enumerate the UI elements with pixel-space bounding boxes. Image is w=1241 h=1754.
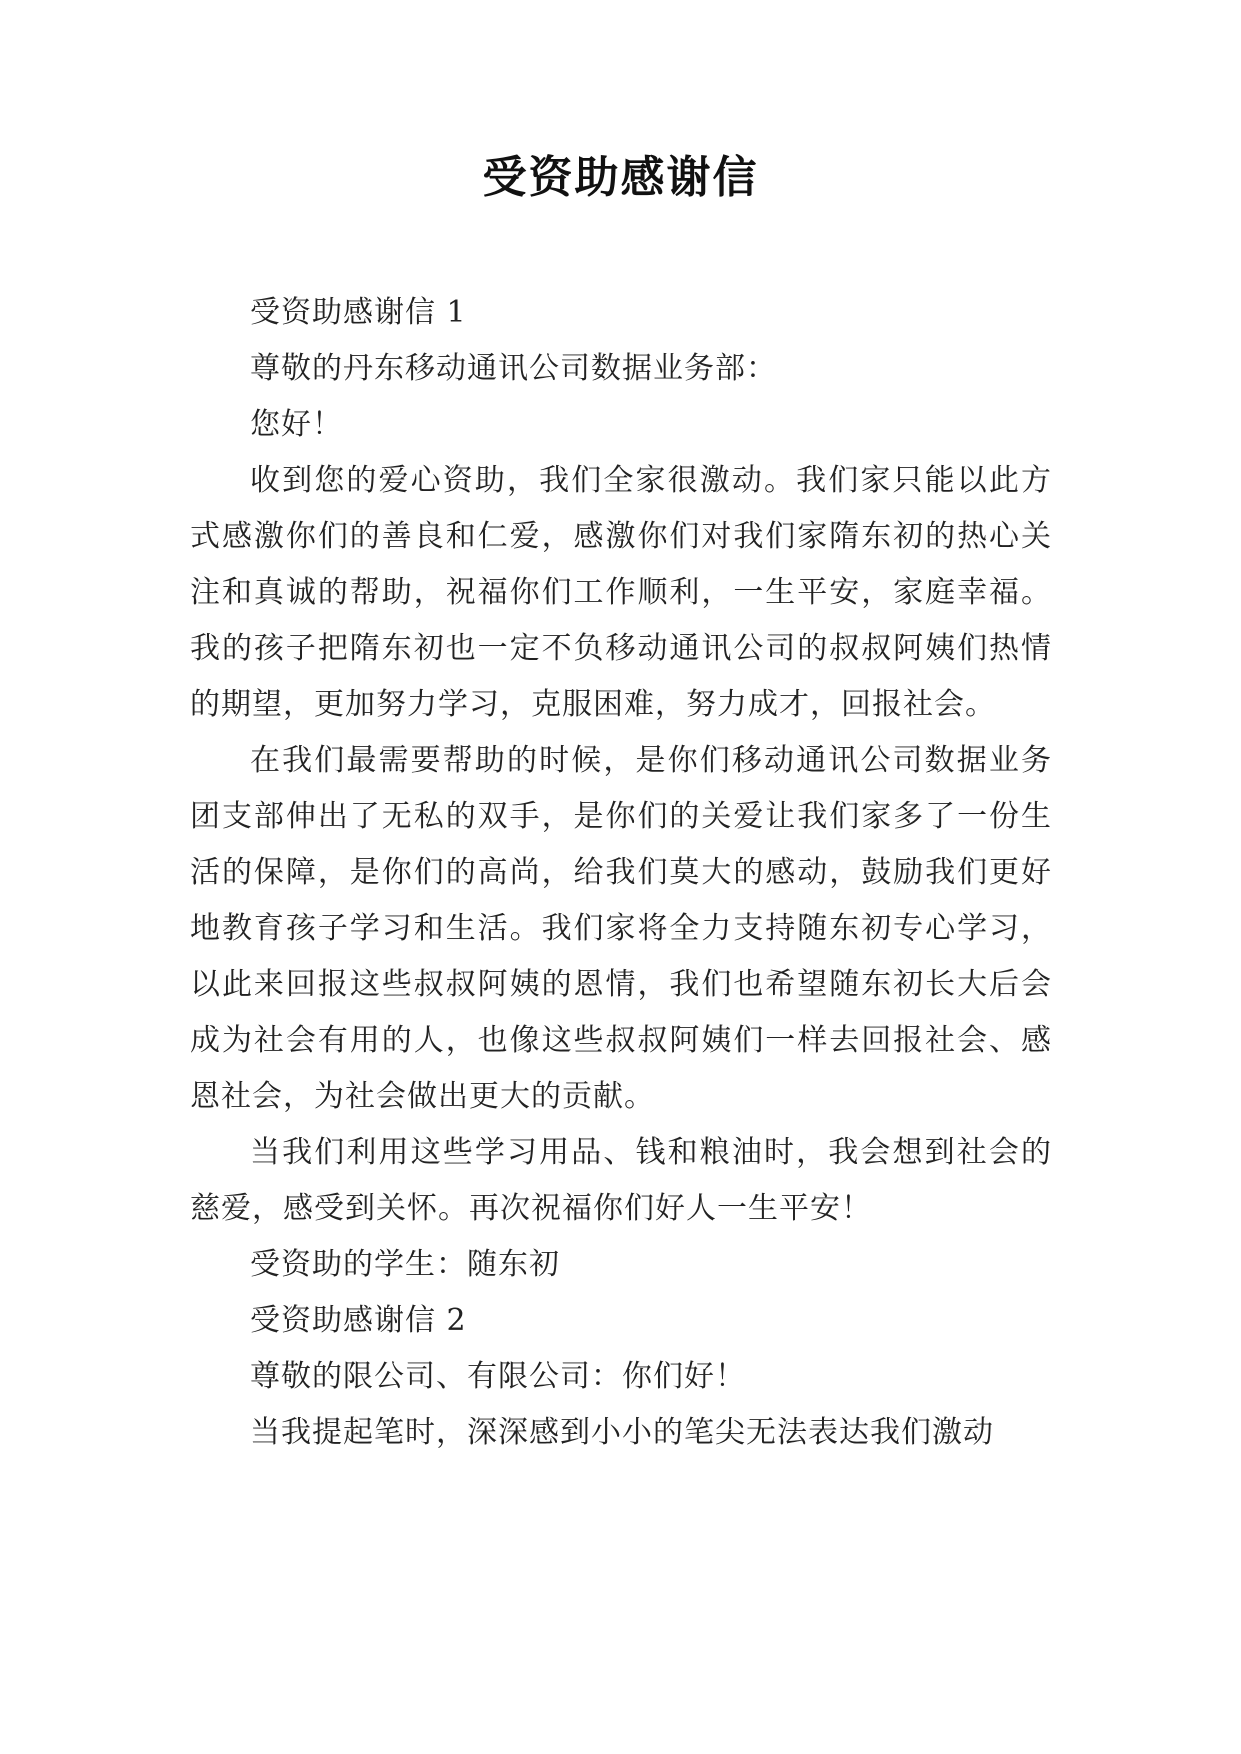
document-title: 受资助感谢信 xyxy=(482,152,759,203)
body-paragraph: 收到您的爱心资助，我们全家很激动。我们家只能以此方式感激你们的善良和仁爱，感激你们对我们家隋东初的热心关注和真诚的帮助，祝福你们工作顺利，一生平安，家庭幸福。我的孩子把隋东初也一定不负移动通讯公司的叔叔阿姨们热情的期望，更加努力学习，克服困难，努力成才，回报社会。 xyxy=(190,463,1052,722)
signature-line: 受资助的学生：随东初 xyxy=(250,1247,560,1282)
section-heading-2: 受资助感谢信 2 xyxy=(250,1303,467,1338)
body-paragraph: 在我们最需要帮助的时候，是你们移动通讯公司数据业务团支部伸出了无私的双手，是你们的关爱让我们家多了一份生活的保障，是你们的高尚，给我们莫大的感动，鼓励我们更好地教育孩子学习和生活。我们家将全力支持随东初专心学习，以此来回报这些叔叔阿姨的恩情，我们也希望随东初长大后会成为社会有用的人，也像这些叔叔阿姨们一样去回报社会、感恩社会，为社会做出更大的贡献。 xyxy=(190,743,1052,1114)
salutation-recipient-2: 尊敬的限公司、有限公司：你们好！ xyxy=(250,1359,746,1394)
body-paragraph: 当我提起笔时，深深感到小小的笔尖无法表达我们激动 xyxy=(250,1415,994,1450)
salutation-recipient-1: 尊敬的丹东移动通讯公司数据业务部： xyxy=(250,351,777,386)
document-body xyxy=(190,285,1052,1461)
greeting-1: 您好！ xyxy=(250,407,343,442)
body-paragraph: 当我们利用这些学习用品、钱和粮油时，我会想到社会的慈爱，感受到关怀。再次祝福你们好人一生平安！ xyxy=(190,1135,1052,1226)
section-heading-1: 受资助感谢信 1 xyxy=(250,295,467,330)
